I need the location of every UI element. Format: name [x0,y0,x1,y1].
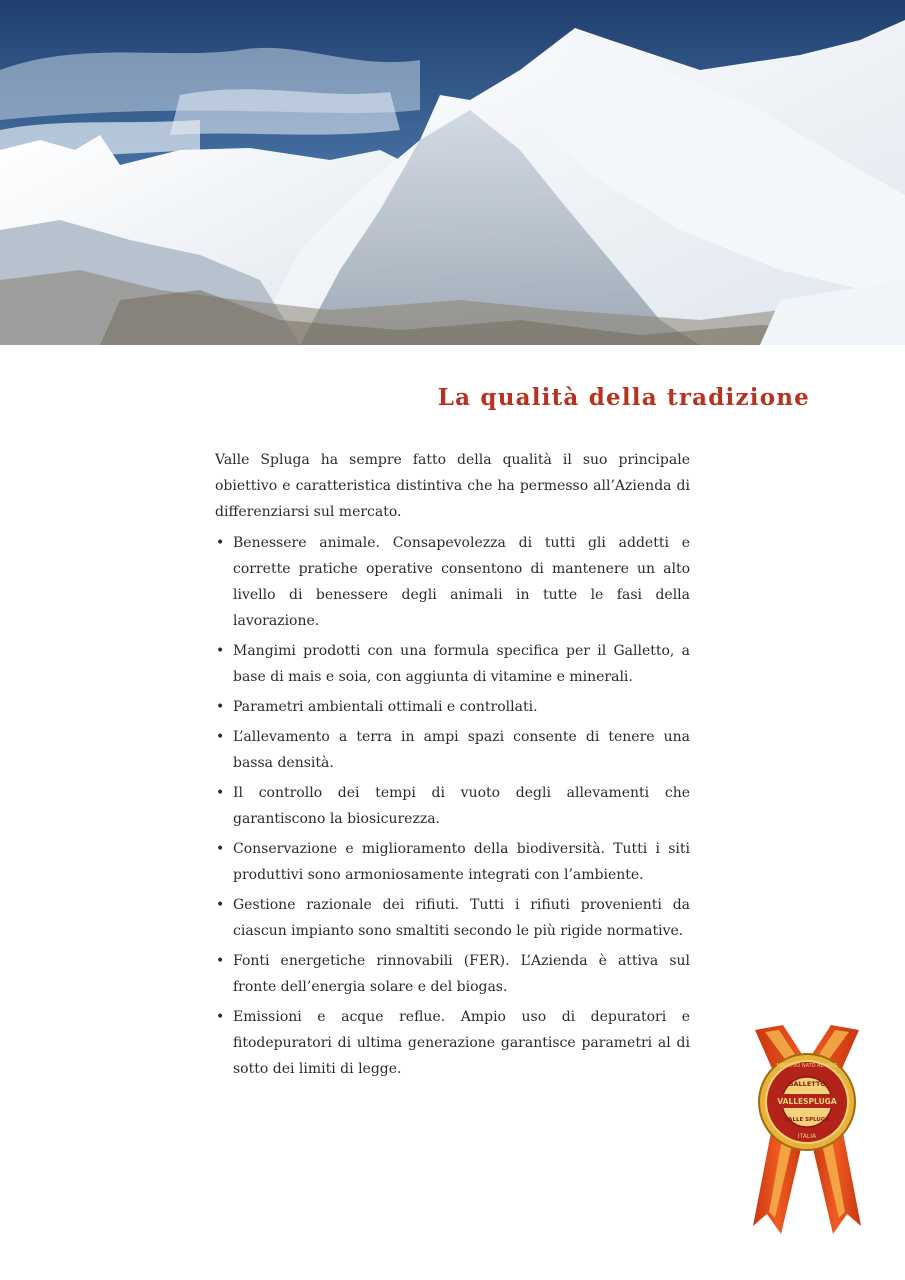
bullet-icon: • [216,1009,225,1025]
list-item-text: Fonti energetiche rinnovabili (FER). L’Azienda è attiva sul fronte dell’energia solare e del biogas. [233,953,690,995]
list-item [215,780,690,832]
list-item [215,836,690,888]
bullet-icon: • [216,699,225,715]
medal-top-arc: MARCHIO NATO AL MAIS [776,1063,838,1069]
medal-center-text: VALLESPLUGA [777,1097,837,1106]
quality-seal [745,1022,870,1240]
page-title: La qualità della tradizione [437,384,810,411]
snowy-mountain-icon [0,0,905,345]
list-item [215,948,690,1000]
medal-brand-top: GALLETTO [788,1080,826,1088]
bullet-icon: • [216,729,225,745]
list-item-text: Parametri ambientali ottimali e controllati. [233,699,538,715]
list-item-text: Il controllo dei tempi di vuoto degli allevamenti che garantiscono la biosicurezza. [233,785,690,827]
bullet-icon: • [216,535,225,551]
list-item-text: L’allevamento a terra in ampi spazi consente di tenere una bassa densità. [233,729,690,771]
bullet-icon: • [216,643,225,659]
list-item [215,530,690,634]
list-item-text: Gestione razionale dei rifiuti. Tutti i rifiuti provenienti da ciascun impianto sono smaltiti secondo le più rigide normative. [233,897,690,939]
bullet-icon: • [216,953,225,969]
list-item [215,638,690,690]
hero-mountain-photo [0,0,905,345]
list-item-text: Benessere animale. Consapevolezza di tutti gli addetti e corrette pratiche operative consentono di mantenere un alto livello di benessere degli animali in tutte le fasi della lavorazione. [233,535,690,629]
medal-brand-bottom: VALLE SPLUGA [784,1117,830,1123]
list-item [215,892,690,944]
bullet-icon: • [216,897,225,913]
list-item [215,1004,690,1082]
main-content [215,447,690,1086]
list-item-text: Conservazione e miglioramento della biodiversità. Tutti i siti produttivi sono armoniosamente integrati con l’ambiente. [233,841,690,883]
quality-list [215,530,690,1082]
list-item [215,724,690,776]
list-item [215,694,690,720]
list-item-text: Emissioni e acque reflue. Ampio uso di depuratori e fitodepuratori di ultima generazione garantisce parametri al di sotto dei limiti di legge. [233,1009,690,1077]
list-item-text: Mangimi prodotti con una formula specifica per il Galletto, a base di mais e soia, con aggiunta di vitamine e minerali. [233,643,690,685]
medal-bottom-text: ITALIA [797,1133,817,1140]
bullet-icon: • [216,785,225,801]
intro-paragraph: Valle Spluga ha sempre fatto della qualità il suo principale obiettivo e caratteristica distintiva che ha permesso all’Azienda di differenziarsi sul mercato. [215,452,690,520]
bullet-icon: • [216,841,225,857]
quality-seal-ribbon-icon [745,1022,870,1240]
